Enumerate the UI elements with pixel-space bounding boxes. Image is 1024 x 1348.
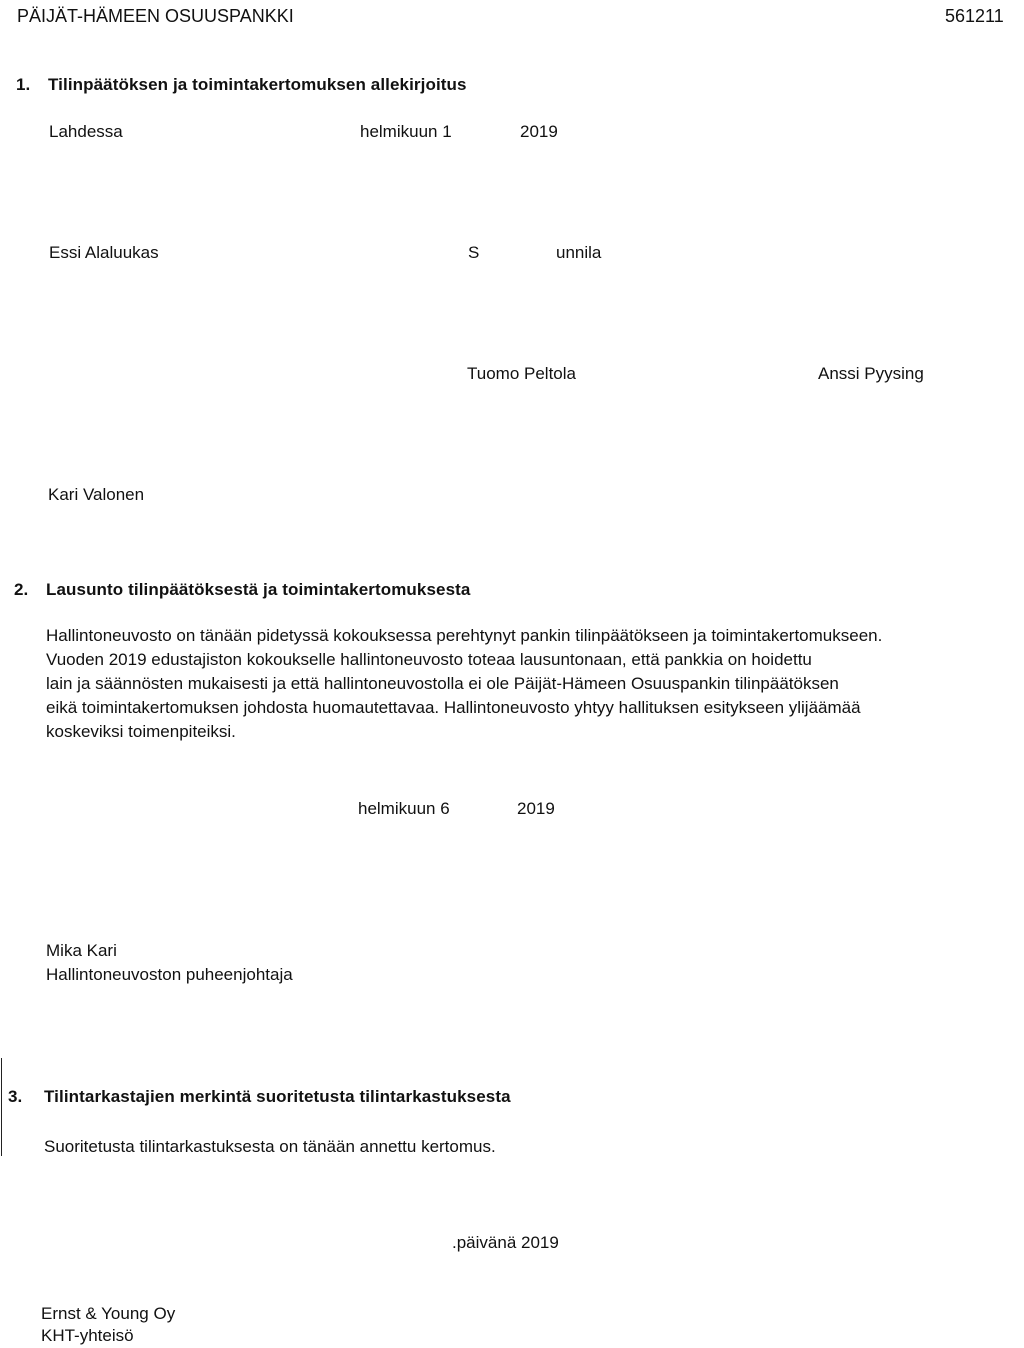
audit-statement: Suoritetusta tilintarkastuksesta on tänään annettu kertomus. <box>44 1137 496 1156</box>
section2-heading <box>14 580 470 600</box>
statement-line: Hallintoneuvosto on tänään pidetyssä kokouksessa perehtynyt pankin tilinpäätökseen ja toimintakertomukseen. <box>46 626 883 645</box>
statement-line: eikä toimintakertomuksen johdosta huomautettavaa. Hallintoneuvosto yhtyy hallituksen esitykseen ylijäämää <box>46 698 861 717</box>
chairman-name: Mika Kari <box>46 941 117 960</box>
section3-number: 3. <box>8 1087 23 1106</box>
statement-line: koskeviksi toimenpiteiksi. <box>46 722 236 741</box>
auditor-type: KHT-yhteisö <box>41 1326 134 1345</box>
section3-title: Tilintarkastajien merkintä suoritetusta tilintarkastuksesta <box>44 1087 511 1106</box>
section1-heading <box>16 75 467 95</box>
auditor-name: Ernst & Young Oy <box>41 1304 176 1323</box>
section2-year: 2019 <box>517 799 555 818</box>
document-number: 561211 <box>945 6 1004 26</box>
signatory-kari-valonen: Kari Valonen <box>48 485 145 504</box>
section2-title: Lausunto tilinpäätöksestä ja toimintakertomuksesta <box>46 580 471 599</box>
signatory-essi-alaluukas: Essi Alaluukas <box>49 243 159 262</box>
section1-number: 1. <box>16 75 31 94</box>
section3-heading <box>8 1087 511 1107</box>
signatory-tuomo-peltola: Tuomo Peltola <box>467 364 576 383</box>
section1-date: helmikuun 1 <box>360 122 452 141</box>
signatory-2-initial: S <box>468 243 480 262</box>
section1-year: 2019 <box>520 122 558 141</box>
signatory-2-surname: unnila <box>556 243 602 262</box>
section3-date: .päivänä 2019 <box>452 1233 559 1252</box>
section2-statement <box>46 624 986 744</box>
statement-line: lain ja säännösten mukaisesti ja että hallintoneuvostolla ei ole Päijät-Hämeen Osuuspankin tilinpäätöksen <box>46 674 839 693</box>
section2-number: 2. <box>14 580 29 599</box>
signatory-anssi-pyysing: Anssi Pyysing <box>818 364 924 383</box>
statement-line: Vuoden 2019 edustajiston kokoukselle hallintoneuvosto toteaa lausuntonaan, että pankkia on hoidettu <box>46 650 812 669</box>
bank-name: PÄIJÄT-HÄMEEN OSUUSPANKKI <box>17 6 294 26</box>
section1-place: Lahdessa <box>49 122 123 141</box>
chairman-title: Hallintoneuvoston puheenjohtaja <box>46 965 293 984</box>
section2-date: helmikuun 6 <box>358 799 450 818</box>
margin-line <box>1 1058 2 1156</box>
section1-title: Tilinpäätöksen ja toimintakertomuksen allekirjoitus <box>48 75 467 94</box>
